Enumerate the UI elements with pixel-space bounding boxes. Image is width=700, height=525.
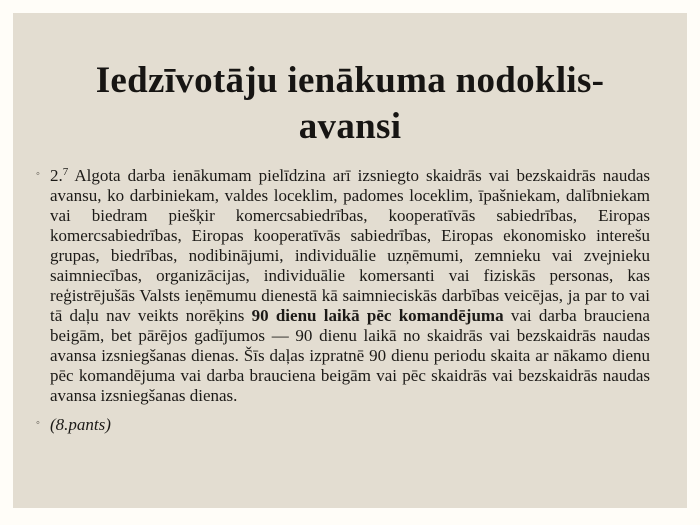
clause-superscript: 7	[62, 166, 69, 178]
paragraph-segment-2: vai darba brauciena beigām, bet pārējos gadījumos — 90 dienu laikā no skaidrās vai bezskaidrās naudas avansa izsniegšanas dienas. Šīs daļas izpratnē 90 dienu periodu skaita ar nākamo dienu pēc komandējuma vai darba brauciena beigām vai pēc skaidrās vai bezskaidrās naudas avansa izsniegšanas dienas.	[50, 306, 650, 405]
paragraph-segment-1: Algota darba ienākumam pielīdzina arī izsniegto skaidrās vai bezskaidrās naudas avansu, ko darbiniekam, valdes loceklim, padomes loceklim, īpašniekam, dalībniekam vai biedram piešķir komercsabiedrības, kooperatīvās sabiedrības, Eiropas komercsabiedrības, Eiropas kooperatīvās sabiedrības, Eiropas ekonomisko interešu grupas, biedrības, nodibinājumi, individuālie uzņēmumi, zemnieku vai zvejnieku saimniecības, organizācijas, individuālie komersanti vai fiziskās personas, kas reģistrējušās Valsts ieņēmumu dienestā kā saimnieciskās darbības veicējas, ja par to vai tā daļu nav veikts norēķins	[50, 166, 650, 325]
bullet-icon: ◦	[36, 168, 40, 180]
title-line-1: Iedzīvotāju ienākuma nodoklis-	[95, 60, 605, 101]
bullet-icon: ◦	[36, 417, 40, 429]
footnote-item	[36, 415, 650, 435]
slide-title	[50, 58, 650, 150]
slide	[13, 13, 687, 508]
footnote-text: (8.pants)	[50, 415, 111, 434]
paragraph-bold-segment: 90 dienu laikā pēc komandējuma	[251, 306, 504, 325]
clause-number: 2.	[50, 166, 63, 185]
clause-paragraph	[36, 166, 650, 406]
title-line-2: avansi	[298, 106, 402, 147]
slide-body	[36, 166, 650, 435]
